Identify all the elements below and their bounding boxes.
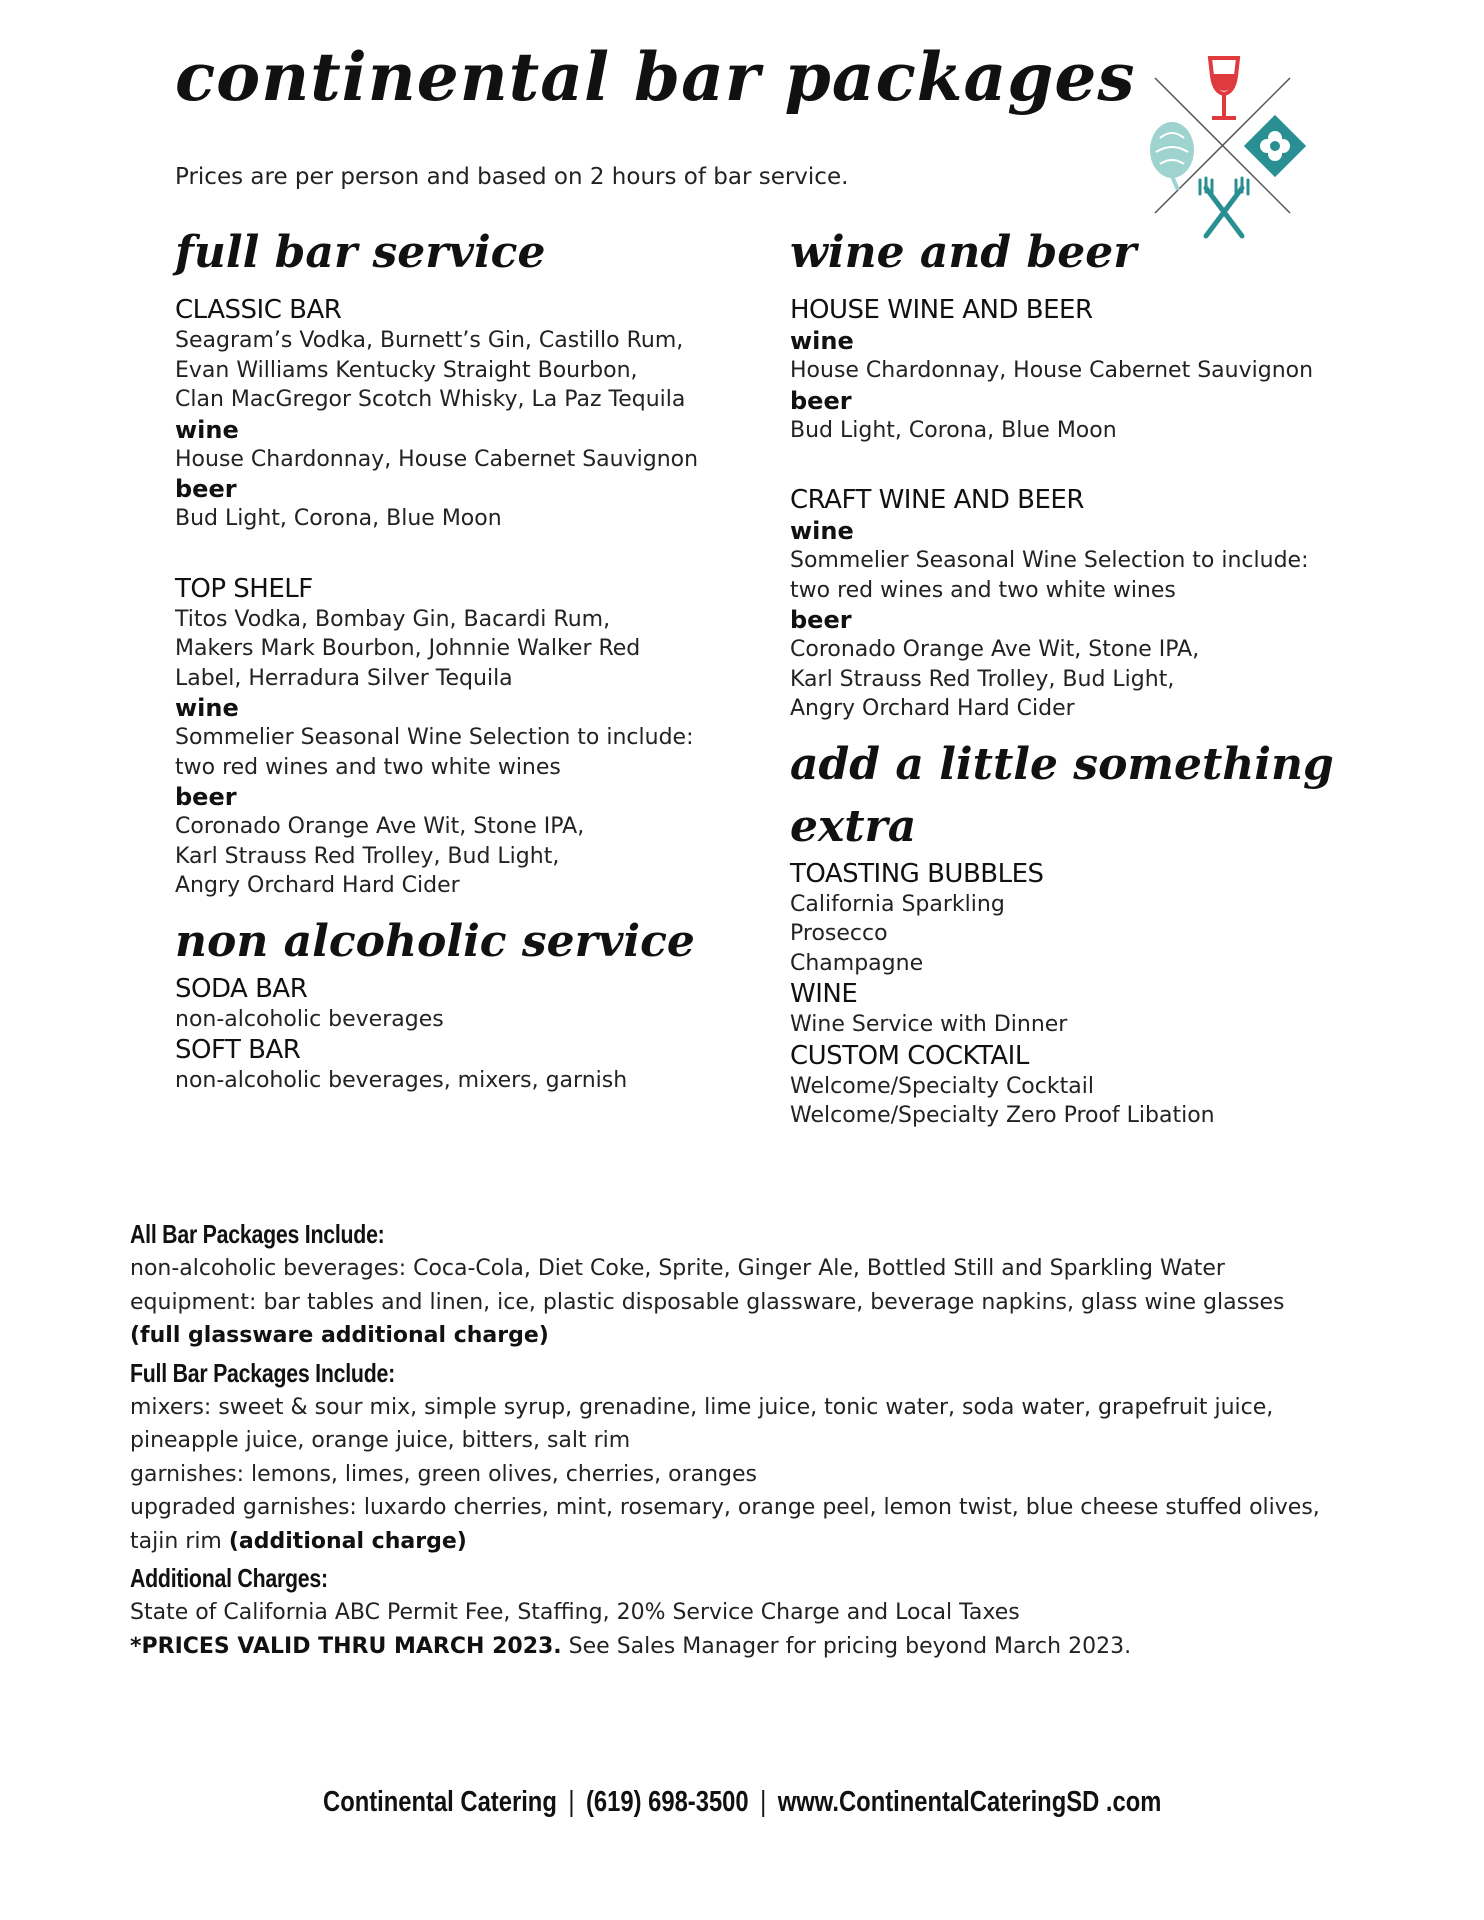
left-column bbox=[175, 222, 785, 1096]
top-shelf-beer-line: Coronado Orange Ave Wit, Stone IPA, bbox=[175, 814, 585, 839]
toasting-item: Prosecco bbox=[790, 921, 888, 946]
soft-bar-title: SOFT BAR bbox=[175, 1035, 301, 1065]
house-wine-label: wine bbox=[790, 327, 854, 355]
custom-cocktail-title: CUSTOM COCKTAIL bbox=[790, 1040, 1029, 1071]
cocktail-item: Welcome/Specialty Zero Proof Libation bbox=[790, 1103, 1215, 1128]
charges-line: State of California ABC Permit Fee, Staffing, 20% Service Charge and Local Taxes bbox=[130, 1600, 1020, 1625]
classic-beer-label: beer bbox=[175, 475, 237, 503]
craft-wine-beer-title: CRAFT WINE AND BEER bbox=[790, 485, 1084, 515]
validity-line bbox=[130, 1630, 1360, 1664]
top-shelf-beer-line: Karl Strauss Red Trolley, Bud Light, bbox=[175, 843, 560, 869]
wine-beer-heading: wine and beer bbox=[790, 227, 1137, 278]
non-alcoholic-heading: non alcoholic service bbox=[175, 915, 695, 967]
classic-spirits-line: Seagram’s Vodka, Burnett’s Gin, Castillo Rum, bbox=[175, 328, 684, 353]
craft-beer-line: Karl Strauss Red Trolley, Bud Light, bbox=[790, 666, 1175, 692]
includes-line: upgraded garnishes: luxardo cherries, mint, rosemary, orange peel, lemon twist, blue cheese stuffed olives, bbox=[130, 1495, 1320, 1520]
house-beer-line: Bud Light, Corona, Blue Moon bbox=[790, 417, 1117, 443]
soda-bar-desc: non-alcoholic beverages bbox=[175, 1006, 444, 1032]
soft-bar-desc: non-alcoholic beverages, mixers, garnish bbox=[175, 1068, 628, 1093]
page-title: continental bar packages bbox=[175, 38, 1136, 116]
craft-wine-label: wine bbox=[790, 517, 854, 545]
toasting-item: Champagne bbox=[790, 950, 924, 976]
footer-phone[interactable]: (619) 698-3500 bbox=[585, 1786, 749, 1818]
classic-wine-label: wine bbox=[175, 415, 239, 444]
includes-line: pineapple juice, orange juice, bitters, salt rim bbox=[130, 1428, 631, 1453]
toasting-item: California Sparkling bbox=[790, 891, 1005, 917]
pricing-note: Prices are per person and based on 2 hours of bar service. bbox=[175, 164, 849, 190]
classic-wine-line: House Chardonnay, House Cabernet Sauvignon bbox=[175, 446, 699, 472]
full-bar-heading: full bar service bbox=[175, 227, 546, 278]
top-shelf-spirits-line: Titos Vodka, Bombay Gin, Bacardi Rum, bbox=[175, 606, 611, 632]
craft-beer-line: Angry Orchard Hard Cider bbox=[790, 696, 1075, 721]
craft-beer-line: Coronado Orange Ave Wit, Stone IPA, bbox=[790, 637, 1200, 662]
wine-glass-icon bbox=[1210, 58, 1238, 118]
package-includes bbox=[130, 1216, 1360, 1663]
includes-line: mixers: sweet & sour mix, simple syrup, grenadine, lime juice, tonic water, soda water, grapefruit juice, bbox=[130, 1394, 1274, 1420]
toasting-bubbles-title: TOASTING BUBBLES bbox=[790, 858, 1044, 889]
footer-separator: | bbox=[568, 1786, 575, 1818]
top-shelf-wine-label: wine bbox=[175, 694, 239, 722]
top-shelf-wine-line: Sommelier Seasonal Wine Selection to include: bbox=[175, 725, 694, 750]
wine-extra-item: Wine Service with Dinner bbox=[790, 1012, 1068, 1037]
house-wine-line: House Chardonnay, House Cabernet Sauvignon bbox=[790, 358, 1314, 383]
classic-spirits-line: Evan Williams Kentucky Straight Bourbon, bbox=[175, 357, 638, 383]
craft-beer-label: beer bbox=[790, 606, 852, 634]
wine-extra-title: WINE bbox=[790, 979, 858, 1009]
cocktail-item: Welcome/Specialty Cocktail bbox=[790, 1073, 1094, 1099]
top-shelf-title: TOP SHELF bbox=[175, 573, 313, 604]
craft-wine-line: two red wines and two white wines bbox=[790, 577, 1176, 603]
validity-rest: See Sales Manager for pricing beyond March 2023. bbox=[561, 1633, 1132, 1659]
classic-beer-line: Bud Light, Corona, Blue Moon bbox=[175, 506, 502, 531]
footer-company: Continental Catering bbox=[322, 1786, 557, 1818]
flower-tile-icon bbox=[1244, 115, 1306, 177]
footer-website-link[interactable]: www.ContinentalCateringSD .com bbox=[777, 1786, 1162, 1818]
classic-spirits-line: Clan MacGregor Scotch Whisky, La Paz Tequila bbox=[175, 387, 686, 412]
logo-emblem bbox=[1130, 48, 1320, 248]
soda-bar-title: SODA BAR bbox=[175, 973, 308, 1004]
top-shelf-spirits-line: Label, Herradura Silver Tequila bbox=[175, 665, 513, 691]
top-shelf-beer-label: beer bbox=[175, 783, 237, 811]
top-shelf-spirits-line: Makers Mark Bourbon, Johnnie Walker Red bbox=[175, 636, 641, 661]
footer bbox=[0, 1786, 1484, 1819]
extras-heading: add a little something extra bbox=[790, 738, 1334, 852]
tajin-text: tajin rim bbox=[130, 1528, 229, 1554]
includes-line: garnishes: lemons, limes, green olives, cherries, oranges bbox=[130, 1461, 758, 1487]
top-shelf-beer-line: Angry Orchard Hard Cider bbox=[175, 873, 460, 898]
all-packages-heading: All Bar Packages Include: bbox=[130, 1219, 385, 1249]
house-wine-beer-title: HOUSE WINE AND BEER bbox=[790, 295, 1093, 325]
house-beer-label: beer bbox=[790, 386, 852, 415]
additional-charge-note: (additional charge) bbox=[228, 1528, 467, 1554]
additional-charges-heading: Additional Charges: bbox=[130, 1563, 328, 1593]
validity-notice: *PRICES VALID THRU MARCH 2023. bbox=[130, 1633, 562, 1659]
footer-separator: | bbox=[759, 1786, 767, 1818]
includes-line: non-alcoholic beverages: Coca-Cola, Diet Coke, Sprite, Ginger Ale, Bottled Still and Sparkling Water bbox=[130, 1256, 1225, 1281]
right-column bbox=[790, 222, 1400, 1131]
includes-line: equipment: bar tables and linen, ice, plastic disposable glassware, beverage napkins, glass wine glasses bbox=[130, 1289, 1285, 1315]
classic-bar-title: CLASSIC BAR bbox=[175, 295, 342, 325]
full-bar-includes-heading: Full Bar Packages Include: bbox=[130, 1357, 395, 1388]
glassware-note: (full glassware additional charge) bbox=[130, 1323, 549, 1348]
includes-line-last bbox=[130, 1525, 1360, 1559]
craft-wine-line: Sommelier Seasonal Wine Selection to include: bbox=[790, 548, 1309, 573]
top-shelf-wine-line: two red wines and two white wines bbox=[175, 754, 561, 780]
